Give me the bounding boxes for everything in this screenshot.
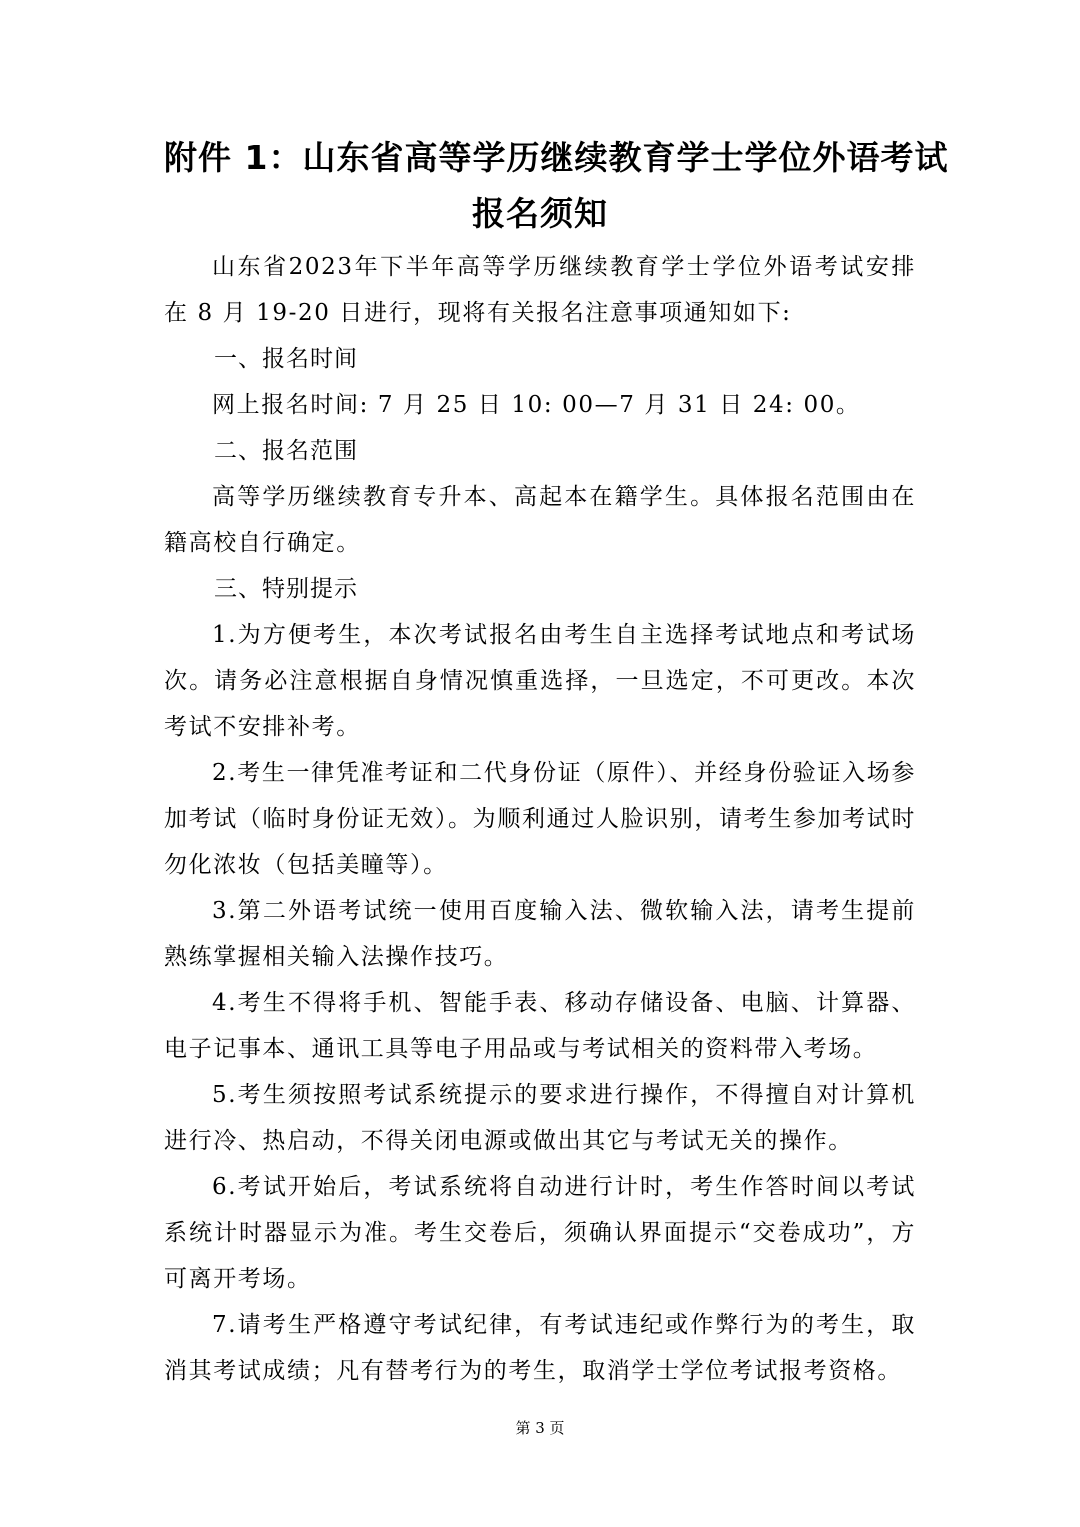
document-body	[164, 244, 916, 1394]
page-number: 第 3 页	[515, 1419, 565, 1437]
intro-paragraph: 山东省2023年下半年高等学历继续教育学士学位外语考试安排在 8 月 19-20 日进行，现将有关报名注意事项通知如下:	[164, 254, 916, 326]
note-item-1: 1.为方便考生，本次考试报名由考生自主选择考试地点和考试场次。请务必注意根据自身情况慎重选择，一旦选定，不可更改。本次考试不安排补考。	[164, 622, 916, 740]
note-item-5: 5.考生须按照考试系统提示的要求进行操作，不得擅自对计算机进行冷、热启动，不得关闭电源或做出其它与考试无关的操作。	[164, 1082, 916, 1154]
registration-scope-paragraph: 高等学历继续教育专升本、高起本在籍学生。具体报名范围由在籍高校自行确定。	[164, 484, 916, 556]
note-item-4: 4.考生不得将手机、智能手表、移动存储设备、电脑、计算器、电子记事本、通讯工具等电子用品或与考试相关的资料带入考场。	[164, 990, 916, 1062]
title-line-2: 报名须知	[472, 194, 608, 233]
section-heading-scope: 二、报名范围	[214, 438, 358, 464]
document-title	[164, 130, 949, 242]
section-heading-notes: 三、特别提示	[214, 576, 358, 602]
note-item-3: 3.第二外语考试统一使用百度输入法、微软输入法，请考生提前熟练掌握相关输入法操作技巧。	[164, 898, 916, 970]
registration-time-paragraph: 网上报名时间: 7 月 25 日 10: 00—7 月 31 日 24: 00。	[212, 392, 861, 418]
note-item-7: 7.请考生严格遵守考试纪律，有考试违纪或作弊行为的考生，取消其考试成绩；凡有替考行为的考生，取消学士学位考试报考资格。	[164, 1312, 916, 1384]
note-item-6: 6.考试开始后，考试系统将自动进行计时，考生作答时间以考试系统计时器显示为准。考生交卷后，须确认界面提示“交卷成功”，方可离开考场。	[164, 1174, 916, 1292]
document-page	[164, 130, 949, 1394]
title-line-1: 附件 1：山东省高等学历继续教育学士学位外语考试	[164, 138, 949, 177]
note-item-2: 2.考生一律凭准考证和二代身份证（原件）、并经身份验证入场参加考试（临时身份证无效）。为顺利通过人脸识别，请考生参加考试时勿化浓妆（包括美瞳等）。	[164, 760, 916, 878]
section-heading-time: 一、报名时间	[214, 346, 358, 372]
